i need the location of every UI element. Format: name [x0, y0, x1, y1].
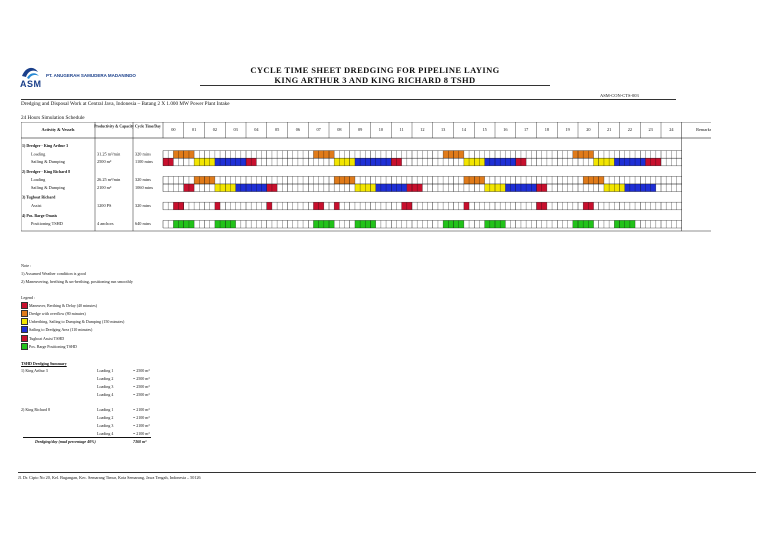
hour-label: 01 [191, 127, 197, 132]
sheet-subtitle: KING ARTHUR 3 AND KING RICHARD 8 TSHD [274, 75, 476, 85]
schedule-segment [215, 202, 220, 210]
vessel-group-title: 1) Dredger - King Arthur 3 [22, 143, 69, 148]
loading-value: = 2500 m³ [133, 384, 150, 389]
loading-value: = 2100 m³ [133, 407, 150, 412]
hour-label: 16 [503, 127, 508, 132]
legend-title: Legend : [21, 294, 36, 300]
total-label: Dredging/day (mud percentage 40%) [35, 439, 96, 444]
cycle-time-value: 1100 mins [135, 159, 153, 164]
activity-label: Assist [31, 203, 42, 208]
hour-label: 24 [669, 127, 674, 132]
legend-label: Unberthing, Sailing to Dumping & Dumping (150 minutes) [29, 319, 125, 325]
legend-item [21, 342, 124, 350]
title-underline [200, 85, 550, 86]
schedule-segment [645, 158, 661, 166]
notes-title: Note : [21, 263, 32, 268]
logo-text: ASM [20, 79, 42, 89]
loading-label: Loading 3 [97, 384, 114, 389]
note-item: 1) Assumed Weather condition is good [21, 271, 86, 276]
legend-item [21, 334, 124, 342]
note-item: 2) Maneuvering, berthing & un-berthing, positioning run smoothly [21, 279, 134, 284]
hour-label: 21 [606, 127, 612, 132]
capacity-value: 26.25 m³/min [97, 177, 121, 183]
hour-label: 13 [440, 127, 446, 132]
hour-label: 23 [648, 127, 653, 132]
hour-label: 12 [420, 127, 425, 132]
hour-label: 00 [171, 127, 176, 132]
hour-label: 18 [544, 127, 550, 132]
legend-swatch [21, 302, 28, 309]
cycle-time-value: 320 mins [135, 151, 151, 157]
loading-value: = 2500 m³ [133, 368, 150, 373]
legend-item [21, 301, 124, 309]
hour-label: 19 [565, 127, 570, 132]
hour-label: 22 [627, 127, 633, 132]
schedule-title: 24 Hours Simulation Schedule [21, 115, 85, 121]
legend-label: Tugboat Assist TSHD [29, 335, 65, 341]
hour-label: 02 [212, 127, 218, 132]
schedule-segment [267, 202, 272, 210]
productivity-column-header: Productivity & Capacity [94, 124, 134, 129]
activity-column-header: Activity & Vessels [41, 127, 75, 132]
remarks-column-header: Remarks [696, 127, 711, 132]
total-value: 7360 m³ [133, 439, 147, 444]
loading-label: Loading 1 [97, 368, 114, 373]
capacity-value: 4 anchors [97, 221, 114, 227]
schedule-segment [355, 158, 391, 166]
vessel-group-title: 3) Tugboat Richard [22, 194, 56, 200]
cycle-column-header: Cycle Time/Day [135, 124, 161, 129]
hour-label: 14 [461, 127, 467, 132]
loading-label: Loading 2 [97, 376, 114, 381]
legend-swatch [21, 343, 28, 350]
activity-label: Loading [31, 177, 46, 183]
company-name: PT. ANUGERAH SAMUDERA MADANINDO [46, 73, 136, 78]
hour-label: 06 [295, 127, 301, 132]
capacity-value: 2100 m³ [97, 184, 112, 190]
legend-item [21, 318, 124, 326]
legend-section [21, 293, 124, 350]
legend-label: Maneuver, Berthing & Delay (40 minutes) [29, 302, 98, 308]
notes-section [21, 262, 133, 286]
legend-swatch [21, 318, 28, 325]
loading-label: Loading 1 [97, 407, 114, 412]
gantt-grid [21, 122, 711, 244]
loading-value: = 2500 m³ [133, 392, 150, 397]
activity-label: Positioning TSHD [31, 221, 63, 227]
legend-swatch [21, 326, 28, 333]
loading-value: = 2500 m³ [133, 376, 150, 381]
cycle-time-value: 320 mins [135, 177, 151, 183]
loading-label: Loading 4 [97, 392, 114, 397]
activity-label: Sailing & Dumping [31, 159, 65, 164]
hour-label: 20 [586, 127, 591, 132]
capacity-value: 2500 m³ [97, 159, 112, 164]
legend-swatch [21, 335, 28, 342]
capacity-value: 1200 PS [97, 203, 112, 208]
loading-label: Loading 2 [97, 415, 114, 420]
vessel-group-title: 4) Pos. Barge Onasis [22, 212, 58, 218]
gantt-schedule [21, 122, 711, 249]
loading-label: Loading 4 [97, 431, 114, 436]
hour-label: 17 [523, 127, 529, 132]
schedule-segment [464, 202, 469, 210]
company-address: Jl. Dr. Cipto No 20, Kel. Bugangan, Kec. Semarang Timur, Kota Semarang, Jawa Tengah, Indonesia – 50126 [18, 475, 201, 480]
hour-label: 15 [482, 127, 487, 132]
loading-value: = 2100 m³ [133, 431, 150, 436]
summary-title: TSHD Dredging Summary [21, 361, 67, 366]
project-description: Dredging and Disposal Work at Central Java, Indonesia – Batang 2 X 1.000 MW Power Plant Intake [21, 101, 230, 107]
hour-label: 04 [254, 127, 259, 132]
vessel-name: 2) King Richard 8 [21, 407, 50, 412]
schedule-segment [334, 202, 339, 210]
hour-label: 03 [233, 127, 238, 132]
legend-label: Pos. Barge Positioning TSHD [29, 343, 77, 349]
vessel-name: 1) King Arthur 3 [21, 368, 48, 373]
legend-swatch [21, 310, 28, 317]
legend-label: Dredge with overflow (80 minutes) [29, 310, 86, 316]
sheet-title: CYCLE TIME SHEET DREDGING FOR PIPELINE LAYING [250, 65, 500, 75]
summary-total-rule [23, 437, 151, 438]
loading-value: = 2100 m³ [133, 423, 150, 428]
hour-label: 09 [357, 127, 363, 132]
company-logo [18, 62, 138, 92]
cycle-time-value: 1060 mins [135, 184, 154, 190]
footer-divider [18, 472, 756, 473]
loading-value: = 2100 m³ [133, 415, 150, 420]
hour-label: 07 [316, 127, 321, 132]
legend-item [21, 326, 124, 334]
loading-label: Loading 3 [97, 423, 114, 428]
hour-label: 11 [399, 127, 404, 132]
hour-label: 10 [378, 127, 384, 132]
legend-label: Sailing to Dredging Area (110 minutes) [29, 327, 93, 333]
schedule-segment [407, 184, 423, 192]
document-number: ASM-CON-CTS-003 [600, 93, 639, 98]
hour-label: 08 [337, 127, 342, 132]
activity-label: Loading [31, 151, 46, 157]
legend-item [21, 309, 124, 317]
header-divider [21, 99, 676, 100]
hour-label: 05 [274, 127, 280, 132]
capacity-value: 31.25 m³/min [97, 151, 121, 157]
vessel-group-title: 2) Dredger - King Richard 8 [22, 168, 71, 174]
activity-label: Sailing & Dumping [31, 184, 65, 190]
cycle-time-value: 640 mins [135, 221, 151, 227]
cycle-time-value: 320 mins [135, 203, 151, 208]
